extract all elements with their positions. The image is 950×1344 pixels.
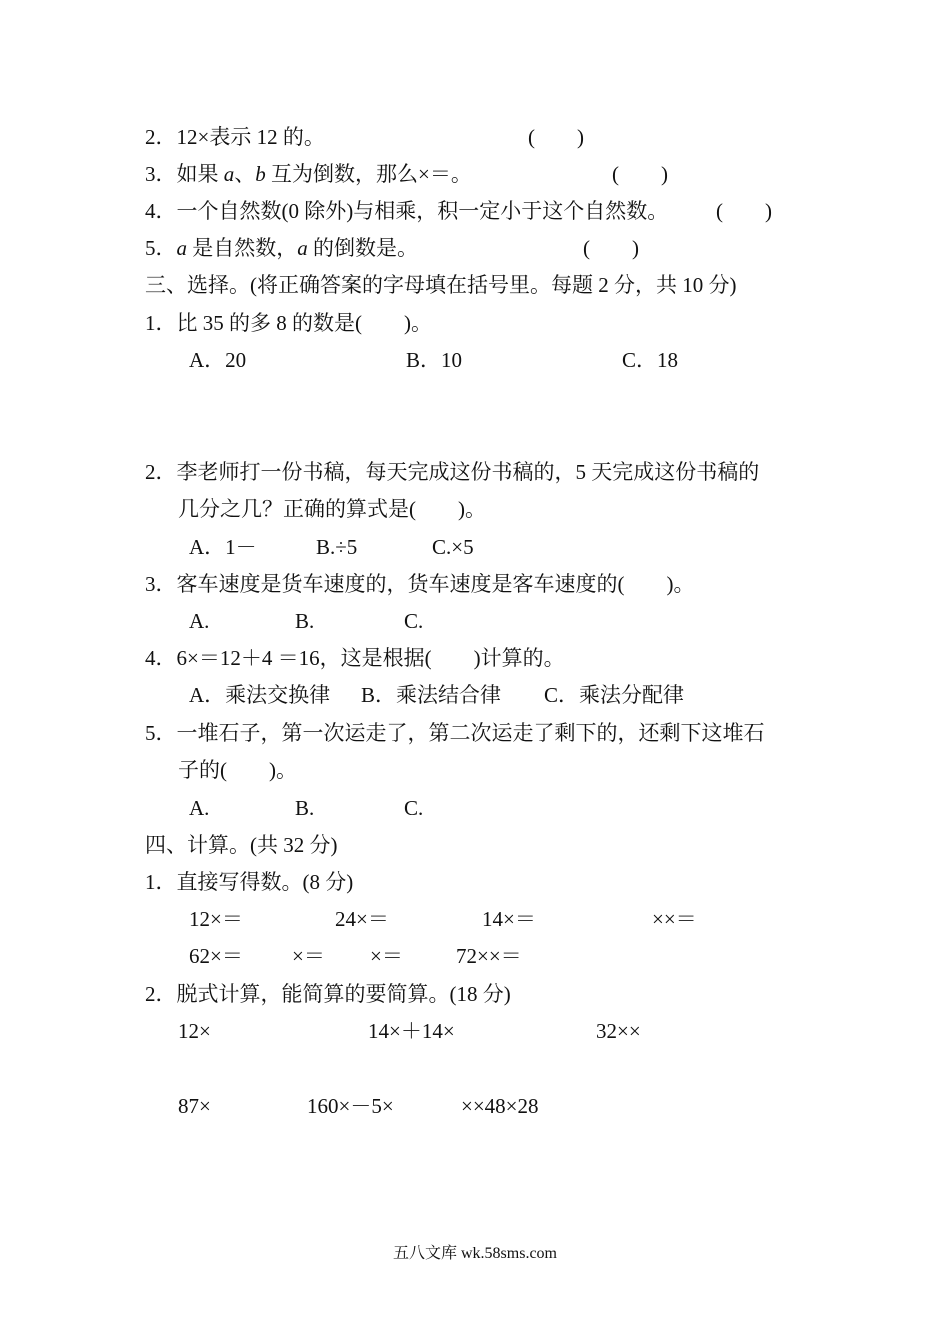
choice-option: C．乘法分配律	[544, 683, 685, 707]
choice-option: C.×5	[432, 535, 474, 559]
calc-item: 72××＝	[456, 944, 522, 968]
calc-item: 160×－5×	[307, 1094, 394, 1118]
calc-item: 32××	[596, 1019, 641, 1043]
choice-option: A．乘法交换律	[189, 683, 331, 707]
choice-q3-text: 3．客车速度是货车速度的，货车速度是客车速度的( )。	[145, 572, 695, 596]
calc-item: 12×	[178, 1019, 211, 1043]
footer-watermark: 五八文库 wk.58sms.com	[392, 1245, 557, 1262]
choice-q2-text: 2．李老师打一份书稿，每天完成这份书稿的，5 天完成这份书稿的	[145, 460, 760, 484]
answer-bracket: ( )	[612, 162, 668, 186]
choice-option: C.	[404, 796, 424, 820]
calc-item: 87×	[178, 1094, 211, 1118]
variable-a: a	[176, 236, 187, 260]
choice-option: A.	[189, 609, 210, 633]
variable-b: b	[255, 162, 266, 186]
choice-option: B．10	[406, 348, 463, 372]
variable-a: a	[297, 236, 308, 260]
choice-option: A．1－	[189, 535, 257, 559]
choice-option: B.	[295, 609, 315, 633]
calc-q2-title: 2．脱式计算，能简算的要简算。(18 分)	[145, 982, 511, 1006]
answer-bracket: ( )	[583, 236, 639, 260]
calc-item: ××＝	[652, 907, 697, 931]
question-text: 5．a 是自然数，a 的倒数是。	[145, 236, 418, 260]
calc-item: 24×＝	[335, 907, 389, 931]
choice-option: B．乘法结合律	[361, 683, 502, 707]
question-text: 4．一个自然数(0 除外)与相乘，积一定小于这个自然数。	[145, 199, 669, 223]
calc-item: ×＝	[292, 944, 325, 968]
choice-option: B.÷5	[316, 535, 358, 559]
section-heading-choice: 三、选择。(将正确答案的字母填在括号里。每题 2 分，共 10 分)	[145, 273, 737, 297]
answer-bracket: ( )	[716, 199, 772, 223]
question-text: 2．12×表示 12 的。	[145, 125, 325, 149]
calc-item: ×＝	[370, 944, 403, 968]
answer-bracket: ( )	[528, 125, 584, 149]
choice-q2-text: 几分之几？正确的算式是( )。	[178, 497, 486, 521]
choice-q1-text: 1．比 35 的多 8 的数是( )。	[145, 311, 432, 335]
choice-option: C.	[404, 609, 424, 633]
question-text: 3．如果 a、b 互为倒数，那么×＝。	[145, 162, 472, 186]
choice-option: A.	[189, 796, 210, 820]
calc-item: 12×＝	[189, 907, 243, 931]
calc-item: 62×＝	[189, 944, 243, 968]
choice-option: B.	[295, 796, 315, 820]
calc-item: 14×＋14×	[368, 1019, 455, 1043]
section-heading-calc: 四、计算。(共 32 分)	[145, 833, 338, 857]
choice-q4-text: 4．6×＝12＋4 ＝16，这是根据( )计算的。	[145, 646, 565, 670]
choice-q5-text: 子的( )。	[178, 758, 297, 782]
calc-item: ××48×28	[461, 1094, 539, 1118]
choice-q5-text: 5．一堆石子，第一次运走了，第二次运走了剩下的，还剩下这堆石	[145, 721, 765, 745]
choice-option: C．18	[622, 348, 679, 372]
calc-item: 14×＝	[482, 907, 536, 931]
choice-option: A．20	[189, 348, 247, 372]
variable-a: a	[223, 162, 235, 186]
calc-q1-title: 1．直接写得数。(8 分)	[145, 870, 354, 894]
